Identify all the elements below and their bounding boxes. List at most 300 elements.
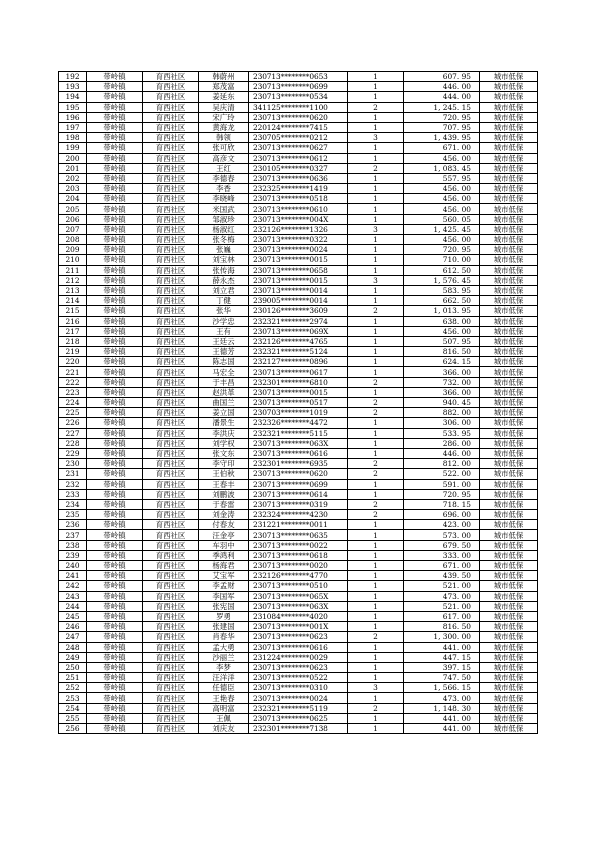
community-cell: 育西社区: [143, 92, 199, 102]
amount-cell: 671. 00: [404, 561, 480, 571]
category-cell: 城市低保: [480, 724, 538, 734]
row-number: 243: [59, 591, 87, 601]
category-cell: 城市低保: [480, 194, 538, 204]
name-cell: 张华: [199, 306, 249, 316]
id-number-cell: 230713********0534: [249, 92, 348, 102]
table-row: [59, 520, 538, 530]
row-number: 215: [59, 306, 87, 316]
household-size-cell: 1: [348, 336, 404, 346]
row-number: 255: [59, 713, 87, 723]
table-row: [59, 622, 538, 632]
table-row: [59, 499, 538, 509]
community-cell: 育西社区: [143, 387, 199, 397]
id-number-cell: 232126********1326: [249, 224, 348, 234]
row-number: 245: [59, 611, 87, 621]
town-cell: 带岭镇: [87, 122, 143, 132]
community-cell: 育西社区: [143, 408, 199, 418]
amount-cell: 286. 00: [404, 438, 480, 448]
id-number-cell: 230713********001X: [249, 622, 348, 632]
amount-cell: 720. 95: [404, 245, 480, 255]
table-row: [59, 285, 538, 295]
table-row: [59, 703, 538, 713]
row-number: 202: [59, 173, 87, 183]
town-cell: 带岭镇: [87, 102, 143, 112]
name-cell: 王艳春: [199, 693, 249, 703]
town-cell: 带岭镇: [87, 82, 143, 92]
id-number-cell: 230713********0627: [249, 143, 348, 153]
town-cell: 带岭镇: [87, 92, 143, 102]
community-cell: 育西社区: [143, 82, 199, 92]
community-cell: 育西社区: [143, 357, 199, 367]
row-number: 192: [59, 72, 87, 82]
category-cell: 城市低保: [480, 408, 538, 418]
town-cell: 带岭镇: [87, 601, 143, 611]
town-cell: 带岭镇: [87, 235, 143, 245]
id-number-cell: 230713********0020: [249, 561, 348, 571]
row-number: 197: [59, 122, 87, 132]
town-cell: 带岭镇: [87, 163, 143, 173]
name-cell: 韩领: [199, 133, 249, 143]
household-size-cell: 1: [348, 285, 404, 295]
amount-cell: 397. 15: [404, 662, 480, 672]
community-cell: 育西社区: [143, 336, 199, 346]
amount-cell: 446. 00: [404, 82, 480, 92]
id-number-cell: 232321********2974: [249, 316, 348, 326]
town-cell: 带岭镇: [87, 632, 143, 642]
category-cell: 城市低保: [480, 92, 538, 102]
community-cell: 育西社区: [143, 448, 199, 458]
row-number: 246: [59, 622, 87, 632]
category-cell: 城市低保: [480, 489, 538, 499]
id-number-cell: 230713********0699: [249, 479, 348, 489]
row-number: 204: [59, 194, 87, 204]
table-row: [59, 642, 538, 652]
household-size-cell: 1: [348, 571, 404, 581]
row-number: 235: [59, 510, 87, 520]
id-number-cell: 220124********7415: [249, 122, 348, 132]
id-number-cell: 230713********0636: [249, 173, 348, 183]
town-cell: 带岭镇: [87, 255, 143, 265]
id-number-cell: 230713********0610: [249, 204, 348, 214]
community-cell: 育西社区: [143, 642, 199, 652]
town-cell: 带岭镇: [87, 428, 143, 438]
table-row: [59, 428, 538, 438]
row-number: 227: [59, 428, 87, 438]
household-size-cell: 1: [348, 540, 404, 550]
id-number-cell: 230713********0658: [249, 265, 348, 275]
town-cell: 带岭镇: [87, 265, 143, 275]
town-cell: 带岭镇: [87, 550, 143, 560]
category-cell: 城市低保: [480, 693, 538, 703]
amount-cell: 707. 95: [404, 122, 480, 132]
amount-cell: 607. 95: [404, 72, 480, 82]
town-cell: 带岭镇: [87, 326, 143, 336]
category-cell: 城市低保: [480, 163, 538, 173]
category-cell: 城市低保: [480, 82, 538, 92]
amount-cell: 1, 566. 15: [404, 683, 480, 693]
town-cell: 带岭镇: [87, 448, 143, 458]
household-size-cell: 1: [348, 561, 404, 571]
town-cell: 带岭镇: [87, 143, 143, 153]
community-cell: 育西社区: [143, 275, 199, 285]
community-cell: 育西社区: [143, 489, 199, 499]
name-cell: 付春友: [199, 520, 249, 530]
town-cell: 带岭镇: [87, 479, 143, 489]
category-cell: 城市低保: [480, 428, 538, 438]
town-cell: 带岭镇: [87, 245, 143, 255]
amount-cell: 473. 00: [404, 693, 480, 703]
name-cell: 季鸿利: [199, 550, 249, 560]
town-cell: 带岭镇: [87, 398, 143, 408]
table-row: [59, 632, 538, 642]
table-row: [59, 214, 538, 224]
table-row: [59, 418, 538, 428]
community-cell: 育西社区: [143, 163, 199, 173]
household-size-cell: 2: [348, 632, 404, 642]
household-size-cell: 1: [348, 418, 404, 428]
community-cell: 育西社区: [143, 102, 199, 112]
amount-cell: 557. 95: [404, 173, 480, 183]
id-number-cell: 230713********0015: [249, 255, 348, 265]
table-row: [59, 224, 538, 234]
name-cell: 吴庆清: [199, 102, 249, 112]
town-cell: 带岭镇: [87, 153, 143, 163]
name-cell: 王伯秋: [199, 469, 249, 479]
id-number-cell: 232126********4765: [249, 336, 348, 346]
name-cell: 李德春: [199, 173, 249, 183]
town-cell: 带岭镇: [87, 662, 143, 672]
id-number-cell: 232325********1419: [249, 184, 348, 194]
household-size-cell: 2: [348, 499, 404, 509]
row-number: 251: [59, 673, 87, 683]
household-size-cell: 3: [348, 133, 404, 143]
town-cell: 带岭镇: [87, 408, 143, 418]
amount-cell: 456. 00: [404, 326, 480, 336]
id-number-cell: 230713********0618: [249, 550, 348, 560]
name-cell: 李守印: [199, 459, 249, 469]
community-cell: 育西社区: [143, 703, 199, 713]
category-cell: 城市低保: [480, 336, 538, 346]
category-cell: 城市低保: [480, 530, 538, 540]
category-cell: 城市低保: [480, 581, 538, 591]
row-number: 238: [59, 540, 87, 550]
name-cell: 姜立国: [199, 408, 249, 418]
id-number-cell: 230713********0616: [249, 642, 348, 652]
name-cell: 汪金亭: [199, 530, 249, 540]
town-cell: 带岭镇: [87, 72, 143, 82]
name-cell: 李国军: [199, 591, 249, 601]
community-cell: 育西社区: [143, 204, 199, 214]
household-size-cell: 2: [348, 703, 404, 713]
household-size-cell: 1: [348, 92, 404, 102]
id-number-cell: 230713********0015: [249, 275, 348, 285]
household-size-cell: 3: [348, 683, 404, 693]
row-number: 253: [59, 693, 87, 703]
id-number-cell: 230705********0212: [249, 133, 348, 143]
id-number-cell: 341125********1100: [249, 102, 348, 112]
table-row: [59, 540, 538, 550]
table-row: [59, 326, 538, 336]
relief-roster-table: [58, 71, 538, 734]
id-number-cell: 230713********0510: [249, 581, 348, 591]
category-cell: 城市低保: [480, 703, 538, 713]
row-number: 203: [59, 184, 87, 194]
table-row: [59, 683, 538, 693]
row-number: 252: [59, 683, 87, 693]
community-cell: 育西社区: [143, 347, 199, 357]
name-cell: 张传海: [199, 265, 249, 275]
category-cell: 城市低保: [480, 255, 538, 265]
category-cell: 城市低保: [480, 387, 538, 397]
id-number-cell: 230713********0614: [249, 489, 348, 499]
name-cell: 于丰昌: [199, 377, 249, 387]
community-cell: 育西社区: [143, 724, 199, 734]
amount-cell: 533. 95: [404, 428, 480, 438]
amount-cell: 573. 00: [404, 530, 480, 540]
table-row: [59, 611, 538, 621]
name-cell: 刘立君: [199, 285, 249, 295]
community-cell: 育西社区: [143, 285, 199, 295]
community-cell: 育西社区: [143, 316, 199, 326]
household-size-cell: 1: [348, 550, 404, 560]
row-number: 234: [59, 499, 87, 509]
row-number: 254: [59, 703, 87, 713]
table-row: [59, 357, 538, 367]
household-size-cell: 1: [348, 194, 404, 204]
row-number: 200: [59, 153, 87, 163]
name-cell: 孟大勇: [199, 642, 249, 652]
table-row: [59, 510, 538, 520]
table-row: [59, 387, 538, 397]
row-number: 211: [59, 265, 87, 275]
community-cell: 育西社区: [143, 540, 199, 550]
row-number: 229: [59, 448, 87, 458]
table-row: [59, 306, 538, 316]
amount-cell: 1, 013. 95: [404, 306, 480, 316]
household-size-cell: 1: [348, 112, 404, 122]
name-cell: 李洪庆: [199, 428, 249, 438]
category-cell: 城市低保: [480, 459, 538, 469]
category-cell: 城市低保: [480, 347, 538, 357]
table-row: [59, 92, 538, 102]
category-cell: 城市低保: [480, 520, 538, 530]
table-row: [59, 530, 538, 540]
id-number-cell: 232301********6810: [249, 377, 348, 387]
row-number: 226: [59, 418, 87, 428]
category-cell: 城市低保: [480, 662, 538, 672]
community-cell: 育西社区: [143, 255, 199, 265]
community-cell: 育西社区: [143, 479, 199, 489]
id-number-cell: 232301********6935: [249, 459, 348, 469]
category-cell: 城市低保: [480, 550, 538, 560]
row-number: 228: [59, 438, 87, 448]
name-cell: 任德臣: [199, 683, 249, 693]
table-row: [59, 408, 538, 418]
table-row: [59, 662, 538, 672]
town-cell: 带岭镇: [87, 296, 143, 306]
id-number-cell: 230713********0620: [249, 112, 348, 122]
id-number-cell: 230713********063X: [249, 438, 348, 448]
community-cell: 育西社区: [143, 459, 199, 469]
id-number-cell: 232321********5115: [249, 428, 348, 438]
community-cell: 育西社区: [143, 122, 199, 132]
community-cell: 育西社区: [143, 153, 199, 163]
table-row: [59, 571, 538, 581]
town-cell: 带岭镇: [87, 724, 143, 734]
amount-cell: 591. 00: [404, 479, 480, 489]
community-cell: 育西社区: [143, 112, 199, 122]
community-cell: 育西社区: [143, 622, 199, 632]
amount-cell: 638. 00: [404, 316, 480, 326]
community-cell: 育西社区: [143, 652, 199, 662]
name-cell: 刘学权: [199, 438, 249, 448]
name-cell: 赵洪革: [199, 387, 249, 397]
community-cell: 育西社区: [143, 296, 199, 306]
amount-cell: 333. 00: [404, 550, 480, 560]
community-cell: 育西社区: [143, 326, 199, 336]
name-cell: 刘鹏波: [199, 489, 249, 499]
category-cell: 城市低保: [480, 153, 538, 163]
table-row: [59, 459, 538, 469]
table-row: [59, 398, 538, 408]
name-cell: 罗勇: [199, 611, 249, 621]
table-body: [59, 72, 538, 734]
row-number: 237: [59, 530, 87, 540]
table-row: [59, 235, 538, 245]
name-cell: 韩蔚州: [199, 72, 249, 82]
row-number: 247: [59, 632, 87, 642]
community-cell: 育西社区: [143, 713, 199, 723]
amount-cell: 720. 95: [404, 489, 480, 499]
name-cell: 邹淑珍: [199, 214, 249, 224]
id-number-cell: 230713********0617: [249, 367, 348, 377]
category-cell: 城市低保: [480, 622, 538, 632]
amount-cell: 447. 15: [404, 652, 480, 662]
community-cell: 育西社区: [143, 550, 199, 560]
row-number: 233: [59, 489, 87, 499]
town-cell: 带岭镇: [87, 214, 143, 224]
household-size-cell: 1: [348, 367, 404, 377]
community-cell: 育西社区: [143, 265, 199, 275]
table-row: [59, 479, 538, 489]
name-cell: 肖春华: [199, 632, 249, 642]
table-row: [59, 163, 538, 173]
amount-cell: 456. 00: [404, 204, 480, 214]
name-cell: 张文东: [199, 448, 249, 458]
town-cell: 带岭镇: [87, 652, 143, 662]
town-cell: 带岭镇: [87, 316, 143, 326]
name-cell: 米国武: [199, 204, 249, 214]
amount-cell: 816. 50: [404, 347, 480, 357]
id-number-cell: 230713********065X: [249, 591, 348, 601]
row-number: 209: [59, 245, 87, 255]
community-cell: 育西社区: [143, 591, 199, 601]
table-row: [59, 693, 538, 703]
id-number-cell: 230713********0322: [249, 235, 348, 245]
amount-cell: 439. 50: [404, 571, 480, 581]
town-cell: 带岭镇: [87, 703, 143, 713]
row-number: 256: [59, 724, 87, 734]
table-row: [59, 112, 538, 122]
name-cell: 李梦: [199, 662, 249, 672]
id-number-cell: 232321********5124: [249, 347, 348, 357]
table-row: [59, 591, 538, 601]
town-cell: 带岭镇: [87, 184, 143, 194]
name-cell: 宋广玲: [199, 112, 249, 122]
amount-cell: 366. 00: [404, 387, 480, 397]
table-row: [59, 347, 538, 357]
community-cell: 育西社区: [143, 235, 199, 245]
category-cell: 城市低保: [480, 296, 538, 306]
table-row: [59, 550, 538, 560]
table-row: [59, 377, 538, 387]
category-cell: 城市低保: [480, 184, 538, 194]
row-number: 248: [59, 642, 87, 652]
category-cell: 城市低保: [480, 357, 538, 367]
category-cell: 城市低保: [480, 235, 538, 245]
town-cell: 带岭镇: [87, 561, 143, 571]
row-number: 218: [59, 336, 87, 346]
town-cell: 带岭镇: [87, 581, 143, 591]
id-number-cell: 230713********0014: [249, 285, 348, 295]
row-number: 236: [59, 520, 87, 530]
community-cell: 育西社区: [143, 601, 199, 611]
community-cell: 育西社区: [143, 194, 199, 204]
table-row: [59, 153, 538, 163]
town-cell: 带岭镇: [87, 673, 143, 683]
amount-cell: 423. 00: [404, 520, 480, 530]
community-cell: 育西社区: [143, 438, 199, 448]
category-cell: 城市低保: [480, 245, 538, 255]
amount-cell: 679. 50: [404, 540, 480, 550]
row-number: 220: [59, 357, 87, 367]
amount-cell: 441. 00: [404, 642, 480, 652]
table-row: [59, 561, 538, 571]
table-row: [59, 296, 538, 306]
name-cell: 姜延东: [199, 92, 249, 102]
row-number: 208: [59, 235, 87, 245]
household-size-cell: 1: [348, 448, 404, 458]
community-cell: 育西社区: [143, 683, 199, 693]
id-number-cell: 230713********0616: [249, 448, 348, 458]
name-cell: 王有: [199, 326, 249, 336]
table-row: [59, 469, 538, 479]
name-cell: 杨淑红: [199, 224, 249, 234]
town-cell: 带岭镇: [87, 469, 143, 479]
amount-cell: 522. 00: [404, 469, 480, 479]
amount-cell: 444. 00: [404, 92, 480, 102]
category-cell: 城市低保: [480, 469, 538, 479]
category-cell: 城市低保: [480, 72, 538, 82]
town-cell: 带岭镇: [87, 611, 143, 621]
id-number-cell: 230713********0699: [249, 82, 348, 92]
town-cell: 带岭镇: [87, 357, 143, 367]
id-number-cell: 230713********0612: [249, 153, 348, 163]
household-size-cell: 1: [348, 673, 404, 683]
amount-cell: 441. 00: [404, 724, 480, 734]
id-number-cell: 232301********7138: [249, 724, 348, 734]
table-row: [59, 122, 538, 132]
id-number-cell: 230713********0623: [249, 632, 348, 642]
household-size-cell: 1: [348, 581, 404, 591]
amount-cell: 671. 00: [404, 143, 480, 153]
community-cell: 育西社区: [143, 173, 199, 183]
name-cell: 刘宝林: [199, 255, 249, 265]
household-size-cell: 1: [348, 326, 404, 336]
category-cell: 城市低保: [480, 438, 538, 448]
row-number: 239: [59, 550, 87, 560]
name-cell: 杨海君: [199, 561, 249, 571]
